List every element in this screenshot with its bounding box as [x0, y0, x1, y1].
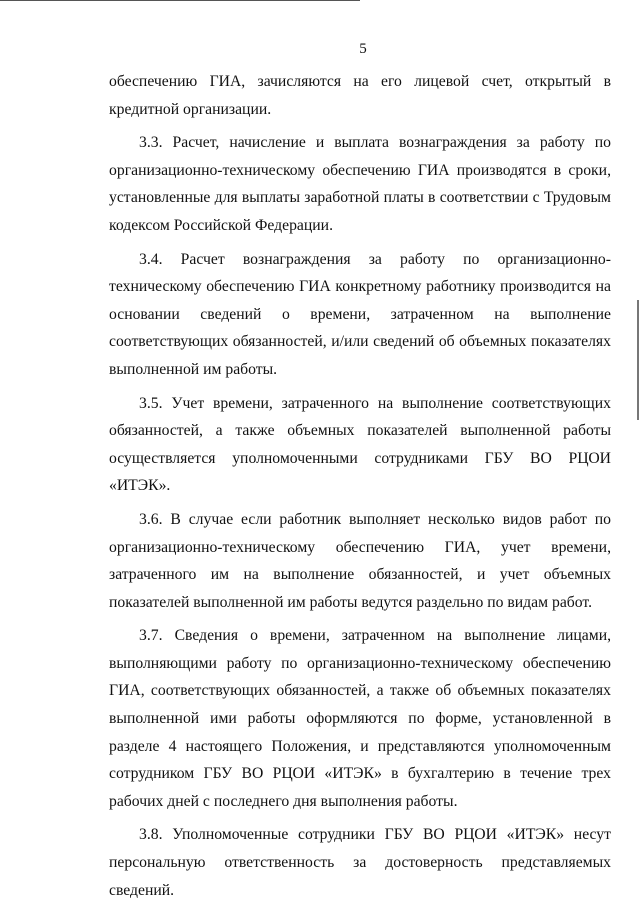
paragraph-number: 3.5.	[139, 394, 163, 412]
paragraph-3-8	[109, 821, 611, 904]
paragraph-number: 3.8.	[139, 826, 163, 844]
paragraph-text: Учет времени, затраченного на выполнение соответствующих обязанностей, а также объемных показателей выполненной работы осуществляется уполномоченными сотрудниками ГБУ ВО РЦОИ «ИТЭК».	[109, 394, 611, 495]
paragraph-text: обеспечению ГИА, зачисляются на его лицевой счет, открытый в кредитной организации.	[109, 73, 611, 118]
paragraph-text: Уполномоченные сотрудники ГБУ ВО РЦОИ «ИТЭК» несут персональную ответственность за достоверность представляемых сведений.	[109, 826, 612, 899]
paragraph-text: В случае если работник выполняет несколько видов работ по организационно-техническому обеспечению ГИА, учет времени, затраченного им на выполнение обязанностей, и учет объемных показателей выполненной им работы ведутся раздельно по видам работ.	[109, 510, 612, 611]
paragraph-number: 3.7.	[139, 627, 163, 645]
paragraph-number: 3.3.	[139, 134, 163, 152]
paragraph-3-6	[109, 506, 611, 616]
paragraph-3-4	[109, 246, 611, 384]
page-number: 5	[359, 41, 367, 57]
scan-top-edge	[0, 0, 360, 1]
paragraph-number: 3.4.	[139, 250, 163, 268]
paragraph-continuation	[109, 68, 611, 123]
paragraph-number: 3.6.	[139, 510, 163, 528]
paragraph-3-5	[109, 390, 611, 500]
paragraph-3-7	[109, 622, 611, 815]
scan-right-edge	[637, 300, 639, 420]
paragraph-3-3	[109, 129, 611, 239]
paragraph-text: Расчет, начисление и выплата вознаграждения за работу по организационно-техническому обеспечению ГИА производятся в сроки, установленные для выплаты заработной платы в соответствии с Трудовым кодексом Российской Федерации.	[109, 134, 611, 234]
document-body	[109, 68, 611, 910]
paragraph-text: Расчет вознаграждения за работу по организационно-техническому обеспечению ГИА конкретному работнику производится на основании сведений о времени, затраченном на выполнение соответствующих обязанностей, и/или сведений об объемных показателях выполненной им работы.	[109, 250, 611, 378]
paragraph-text: Сведения о времени, затраченном на выполнение лицами, выполняющими работу по организационно-техническому обеспечению ГИА, соответствующих обязанностей, а также об объемных показателях выполненной ими работы оформляются по форме, установленной в разделе 4 настоящего Положения, и представляются уполномоченным сотрудником ГБУ ВО РЦОИ «ИТЭК» в бухгалтерию в течение трех рабочих дней с последнего дня выполнения работы.	[109, 627, 612, 810]
